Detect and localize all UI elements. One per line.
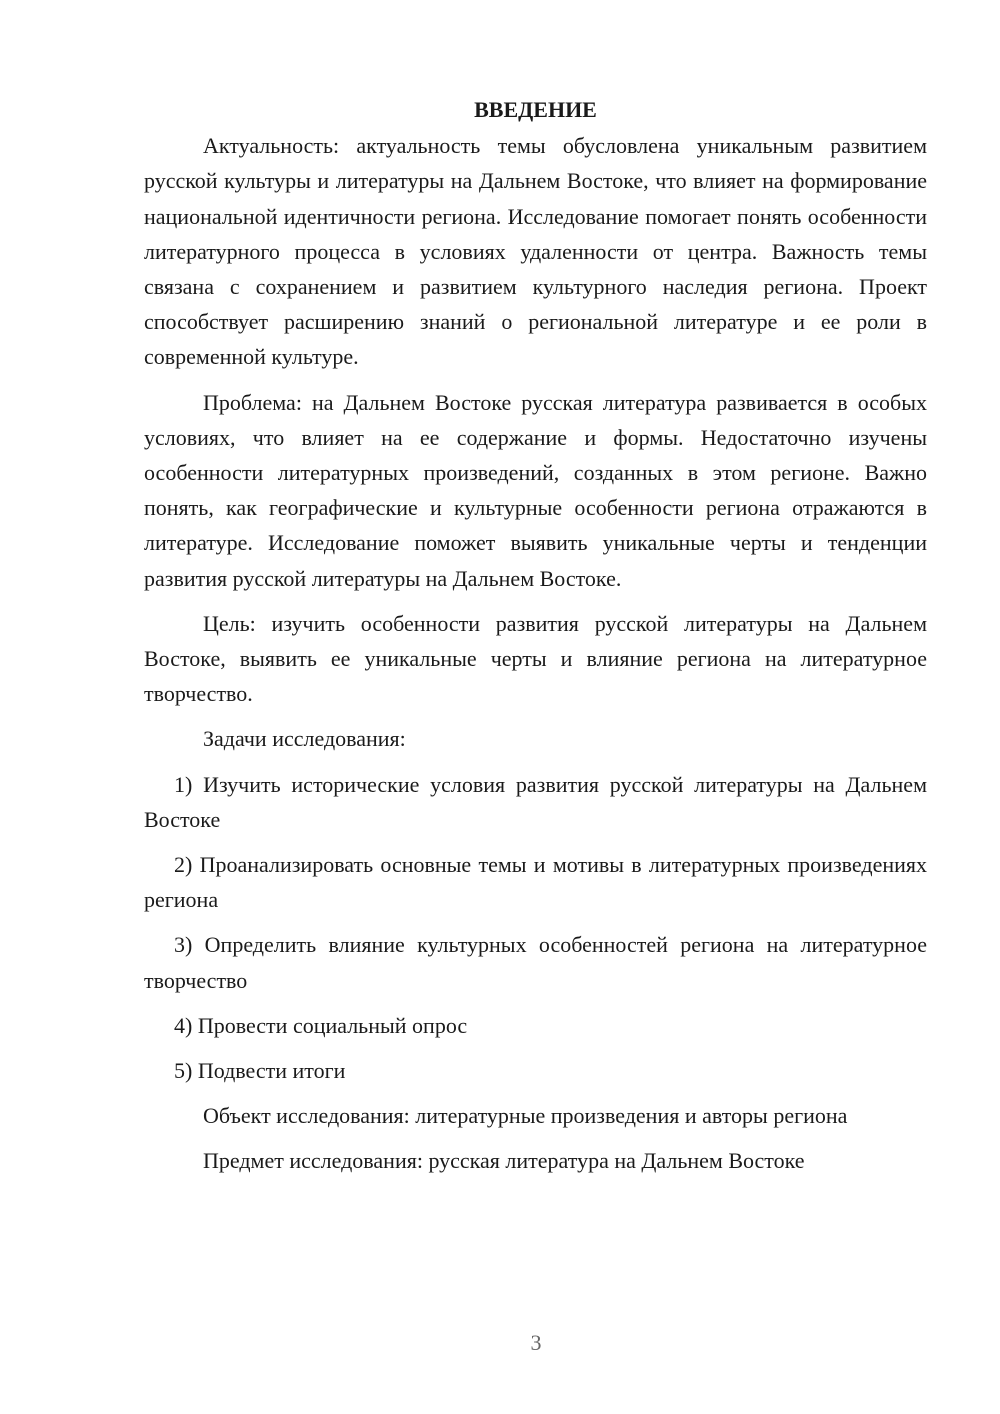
page-title: ВВЕДЕНИЕ	[474, 97, 597, 122]
page-content	[144, 92, 927, 1189]
paragraph-object: Объект исследования: литературные произведения и авторы региона	[203, 1103, 848, 1129]
task-item-1: 1) Изучить исторические условия развития русской литературы на Дальнем Востоке	[144, 771, 927, 832]
task-item-3: 3) Определить влияние культурных особенностей региона на литературное творчество	[144, 932, 927, 993]
paragraph-goal: Цель: изучить особенности развития русской литературы на Дальнем Востоке, выявить ее уникальные черты и влияние региона на литературное творчество.	[144, 610, 927, 707]
task-item-5: 5) Подвести итоги	[174, 1058, 346, 1084]
task-item-4: 4) Провести социальный опрос	[174, 1012, 468, 1038]
tasks-heading: Задачи исследования:	[203, 726, 406, 752]
page-number: 3	[530, 1330, 542, 1355]
paragraph-problem: Проблема: на Дальнем Востоке русская литература развивается в особых условиях, что влияет на ее содержание и формы. Недостаточно изучены особенности литературных произведений, созданных в этом регионе. Важно понять, как географические и культурные особенности региона отражаются в литературе. Исследование поможет выявить уникальные черты и тенденции развития русской литературы на Дальнем Востоке.	[144, 389, 927, 591]
paragraph-relevance: Актуальность: актуальность темы обусловлена уникальным развитием русской культуры и литературы на Дальнем Востоке, что влияет на формирование национальной идентичности региона. Исследование помогает понять особенности литературного процесса в условиях удаленности от центра. Важность темы связана с сохранением и развитием культурного наследия региона. Проект способствует расширению знаний о региональной литературе и ее роли в современной культуре.	[144, 133, 927, 370]
paragraph-subject: Предмет исследования: русская литература на Дальнем Востоке	[203, 1148, 805, 1174]
task-item-2: 2) Проанализировать основные темы и мотивы в литературных произведениях региона	[144, 852, 927, 913]
